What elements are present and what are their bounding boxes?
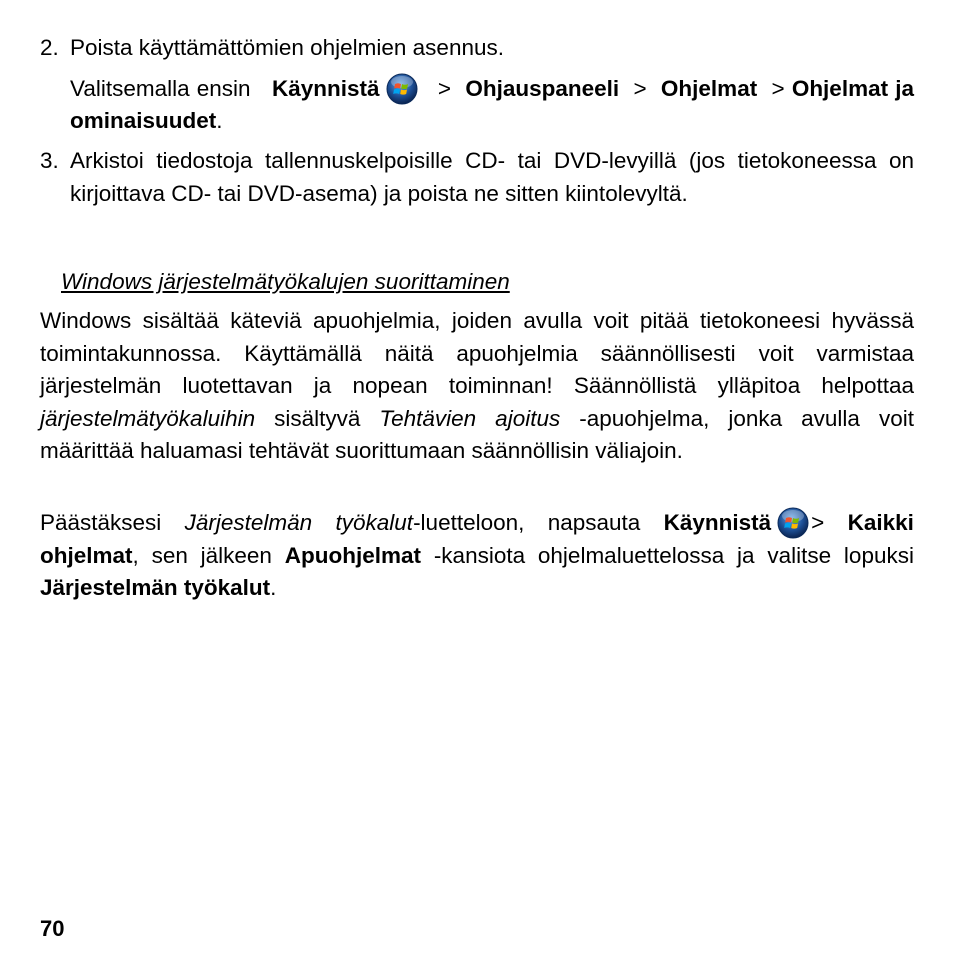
control-panel-label: Ohjauspaneeli [465, 75, 620, 101]
page-number: 70 [40, 916, 65, 941]
list-item-step-2 [40, 32, 914, 138]
task-scheduler-ref: Tehtävien ajoitus [379, 405, 561, 431]
paragraph-2: Päästäksesi Järjestelmän työkalut-luetteloon, napsauta Käynnistä > Kaikki ohjelmat, sen jälkeen Apuohjelmat -kansiota ohjelmaluettelossa ja valitse lopuksi Järjestelmän työkalut. [40, 507, 914, 605]
step-number: 3. [40, 148, 59, 173]
step-2-title: Poista käyttämättömien ohjelmien asennus. [70, 35, 504, 60]
list-item-step-3 [40, 145, 914, 210]
all-programs-label: Kaikki ohjelmat [40, 510, 914, 568]
windows-start-orb-icon [386, 73, 418, 105]
start-label: Käynnistä [663, 510, 772, 535]
programs-label: Ohjelmat [660, 75, 758, 101]
step-3-text: Arkistoi tiedostoja tallennuskelpoisille CD- tai DVD-levyillä (jos tietokoneessa on kirjoittava CD- tai DVD-asema) ja poista ne sitten kiintolevyltä. [70, 148, 914, 206]
programs-features-label: Ohjelmat ja ominaisuudet [70, 75, 914, 133]
paragraph-1: Windows sisältää käteviä apuohjelmia, joiden avulla voit pitää tietokoneesi hyvässä toimintakunnossa. Käyttämällä näitä apuohjelmia säännöllisesti voit varmistaa järjestelmän luotettavan ja nopean toiminnan! Säännöllistä ylläpitoa helpottaa järjestelmätyökaluihin sisältyvä Tehtävien ajoitus -apuohjelma, jonka avulla voit määrittää haluamasi tehtävät suorittumaan säännöllisin väliajoin. [40, 308, 914, 463]
start-label: Käynnistä [272, 75, 380, 101]
accessories-label: Apuohjelmat [284, 542, 422, 568]
system-tools-ref: järjestelmätyökaluihin [40, 405, 256, 431]
step-2-path: Valitsemalla ensin Käynnistä > Ohjauspaneeli > Ohjelmat > Ohjelmat ja ominaisuudet. [70, 73, 914, 138]
section-heading: Windows järjestelmätyökalujen suorittaminen [61, 269, 510, 294]
step-number: 2. [40, 35, 59, 60]
windows-start-orb-icon [777, 507, 809, 539]
system-tools-list-ref: Järjestelmän työkalut [184, 510, 414, 535]
system-tools-label: Järjestelmän työkalut [40, 575, 271, 600]
